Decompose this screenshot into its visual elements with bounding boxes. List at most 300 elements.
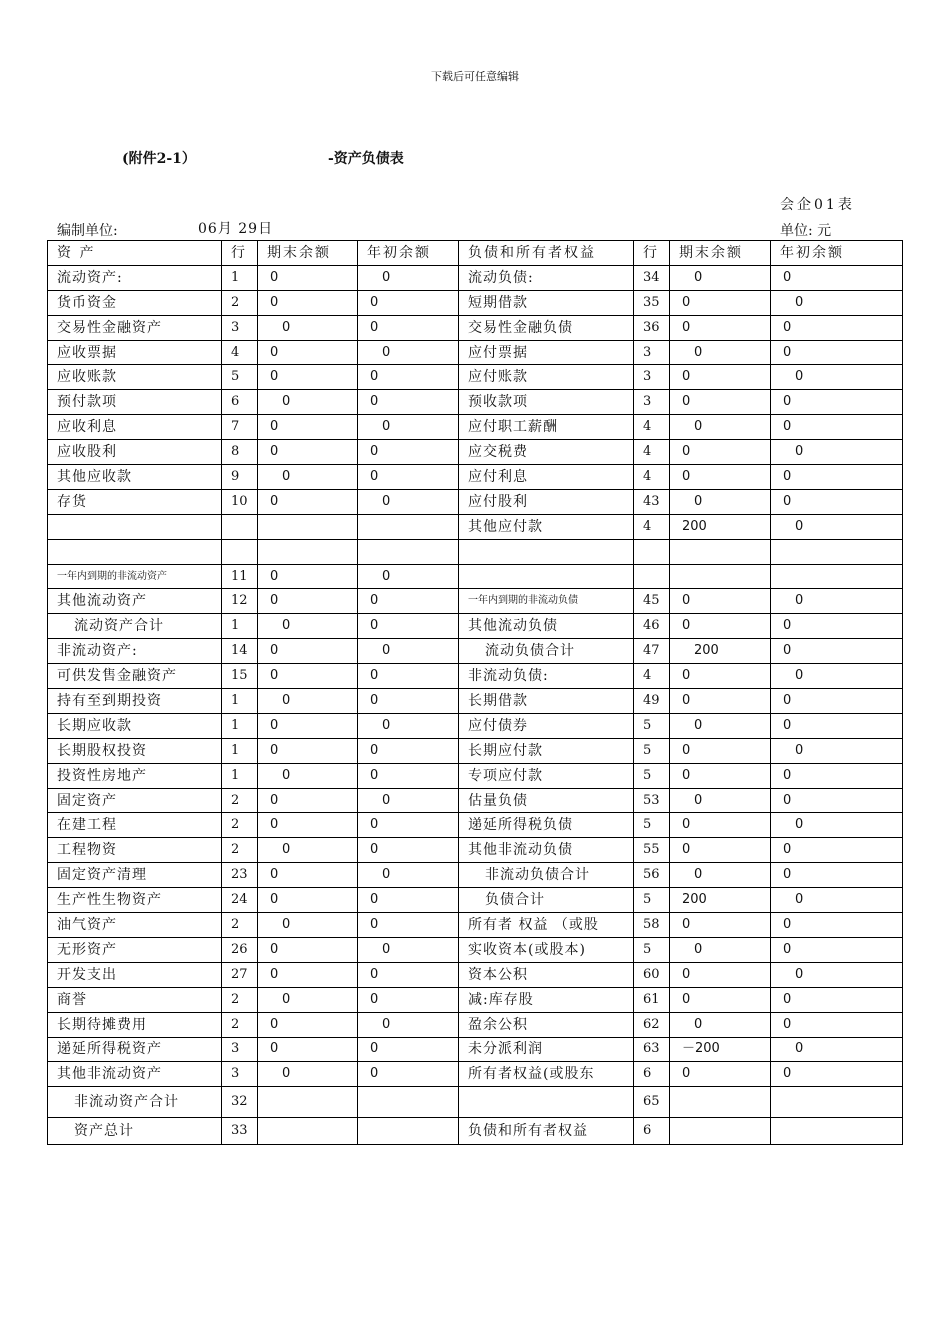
balance-sheet-table <box>47 240 903 1145</box>
asset-opening-balance: 0 <box>358 863 459 888</box>
liability-line: 63 <box>634 1037 670 1062</box>
asset-opening-balance: 0 <box>358 913 459 938</box>
form-number: 会企01表 <box>780 197 855 213</box>
liability-name: 所有者 权益 （或股 <box>459 913 634 938</box>
liability-line: 65 <box>634 1087 670 1118</box>
liability-ending-balance: 0 <box>670 440 771 465</box>
asset-line: 2 <box>222 913 258 938</box>
asset-opening-balance: 0 <box>358 440 459 465</box>
liability-name: 应交税费 <box>459 440 634 465</box>
liability-ending-balance: 0 <box>670 589 771 614</box>
liability-opening-balance: 0 <box>771 1012 903 1037</box>
asset-line <box>222 514 258 539</box>
asset-opening-balance: 0 <box>358 589 459 614</box>
liability-ending-balance: 0 <box>670 1062 771 1087</box>
liability-name: 短期借款 <box>459 290 634 315</box>
liability-ending-balance: －200 <box>670 1037 771 1062</box>
asset-line: 3 <box>222 1062 258 1087</box>
asset-name: 货币资金 <box>48 290 222 315</box>
liability-line: 36 <box>634 315 670 340</box>
asset-opening-balance: 0 <box>358 763 459 788</box>
asset-name: 长期应收款 <box>48 713 222 738</box>
asset-opening-balance: 0 <box>358 415 459 440</box>
asset-line: 5 <box>222 365 258 390</box>
liability-ending-balance: 0 <box>670 465 771 490</box>
liability-name: 其他流动负债 <box>459 614 634 639</box>
asset-ending-balance: 0 <box>258 788 358 813</box>
asset-ending-balance: 0 <box>258 664 358 689</box>
table-row <box>48 1012 903 1037</box>
asset-ending-balance: 0 <box>258 415 358 440</box>
asset-opening-balance <box>358 539 459 564</box>
asset-name: 长期股权投资 <box>48 738 222 763</box>
column-header: 资 产 <box>48 241 222 266</box>
asset-ending-balance: 0 <box>258 738 358 763</box>
liability-ending-balance: 0 <box>670 290 771 315</box>
table-header-row <box>48 241 903 266</box>
asset-line: 1 <box>222 738 258 763</box>
asset-line: 2 <box>222 1012 258 1037</box>
asset-name: 交易性金融资产 <box>48 315 222 340</box>
liability-opening-balance: 0 <box>771 265 903 290</box>
table-row <box>48 1062 903 1087</box>
liability-ending-balance: 0 <box>670 390 771 415</box>
asset-opening-balance: 0 <box>358 937 459 962</box>
table-row <box>48 290 903 315</box>
liability-ending-balance: 0 <box>670 689 771 714</box>
asset-name: 应收利息 <box>48 415 222 440</box>
asset-opening-balance: 0 <box>358 465 459 490</box>
liability-name: 应付职工薪酬 <box>459 415 634 440</box>
asset-name: 持有至到期投资 <box>48 689 222 714</box>
report-date: 06月 29日 <box>198 221 274 237</box>
asset-name: 非流动资产合计 <box>48 1087 222 1118</box>
liability-line: 43 <box>634 489 670 514</box>
asset-ending-balance: 0 <box>258 763 358 788</box>
liability-line: 45 <box>634 589 670 614</box>
liability-opening-balance: 0 <box>771 1037 903 1062</box>
table-row <box>48 987 903 1012</box>
liability-line: 46 <box>634 614 670 639</box>
liability-opening-balance: 0 <box>771 390 903 415</box>
liability-opening-balance: 0 <box>771 1062 903 1087</box>
asset-name <box>48 514 222 539</box>
asset-ending-balance: 0 <box>258 614 358 639</box>
asset-ending-balance: 0 <box>258 365 358 390</box>
asset-name: 可供发售金融资产 <box>48 664 222 689</box>
asset-name: 固定资产 <box>48 788 222 813</box>
asset-opening-balance: 0 <box>358 564 459 589</box>
table-row <box>48 1118 903 1145</box>
liability-ending-balance: 0 <box>670 713 771 738</box>
asset-name: 生产性生物资产 <box>48 888 222 913</box>
header-note: 下载后可任意编辑 <box>431 70 519 83</box>
asset-line: 26 <box>222 937 258 962</box>
liability-opening-balance: 0 <box>771 290 903 315</box>
asset-line: 3 <box>222 315 258 340</box>
asset-opening-balance: 0 <box>358 315 459 340</box>
asset-line: 27 <box>222 962 258 987</box>
table-row <box>48 838 903 863</box>
liability-line: 3 <box>634 365 670 390</box>
table-row <box>48 1087 903 1118</box>
liability-line: 5 <box>634 813 670 838</box>
liability-opening-balance: 0 <box>771 962 903 987</box>
asset-line: 2 <box>222 290 258 315</box>
table-row <box>48 888 903 913</box>
liability-opening-balance <box>771 539 903 564</box>
table-row <box>48 614 903 639</box>
asset-opening-balance: 0 <box>358 340 459 365</box>
liability-name: 负债和所有者权益 <box>459 1118 634 1145</box>
asset-ending-balance: 0 <box>258 440 358 465</box>
liability-ending-balance: 0 <box>670 489 771 514</box>
liability-ending-balance: 0 <box>670 265 771 290</box>
liability-line: 5 <box>634 738 670 763</box>
asset-opening-balance: 0 <box>358 1012 459 1037</box>
liability-name: 资本公积 <box>459 962 634 987</box>
liability-line: 35 <box>634 290 670 315</box>
asset-name: 开发支出 <box>48 962 222 987</box>
liability-name: 长期借款 <box>459 689 634 714</box>
table-row <box>48 340 903 365</box>
attachment-label: (附件2-1） <box>122 151 196 167</box>
liability-line <box>634 564 670 589</box>
asset-ending-balance: 0 <box>258 962 358 987</box>
asset-ending-balance <box>258 1118 358 1145</box>
liability-name: 专项应付款 <box>459 763 634 788</box>
asset-line: 1 <box>222 265 258 290</box>
asset-ending-balance: 0 <box>258 340 358 365</box>
asset-opening-balance: 0 <box>358 962 459 987</box>
liability-name: 估量负债 <box>459 788 634 813</box>
asset-name <box>48 539 222 564</box>
asset-line: 1 <box>222 713 258 738</box>
liability-ending-balance: 0 <box>670 315 771 340</box>
liability-opening-balance: 0 <box>771 738 903 763</box>
asset-line: 2 <box>222 838 258 863</box>
column-header: 期末余额 <box>670 241 771 266</box>
liability-line: 55 <box>634 838 670 863</box>
liability-opening-balance: 0 <box>771 415 903 440</box>
liability-opening-balance: 0 <box>771 589 903 614</box>
table-row <box>48 564 903 589</box>
liability-opening-balance: 0 <box>771 888 903 913</box>
liability-opening-balance: 0 <box>771 489 903 514</box>
asset-opening-balance: 0 <box>358 390 459 415</box>
liability-opening-balance <box>771 564 903 589</box>
asset-name: 非流动资产: <box>48 639 222 664</box>
liability-line: 56 <box>634 863 670 888</box>
asset-line: 14 <box>222 639 258 664</box>
liability-line: 53 <box>634 788 670 813</box>
table-row <box>48 514 903 539</box>
liability-name: 应付利息 <box>459 465 634 490</box>
table-row <box>48 365 903 390</box>
table-row <box>48 465 903 490</box>
asset-opening-balance: 0 <box>358 265 459 290</box>
liability-opening-balance: 0 <box>771 863 903 888</box>
liability-name: 所有者权益(或股东 <box>459 1062 634 1087</box>
liability-ending-balance: 0 <box>670 838 771 863</box>
liability-ending-balance: 0 <box>670 614 771 639</box>
liability-name: 流动负债合计 <box>459 639 634 664</box>
liability-name: 未分派利润 <box>459 1037 634 1062</box>
asset-opening-balance: 0 <box>358 888 459 913</box>
table-row <box>48 689 903 714</box>
liability-opening-balance: 0 <box>771 365 903 390</box>
asset-line: 1 <box>222 763 258 788</box>
liability-line: 4 <box>634 415 670 440</box>
asset-name: 油气资产 <box>48 913 222 938</box>
asset-opening-balance: 0 <box>358 290 459 315</box>
asset-opening-balance <box>358 1118 459 1145</box>
liability-line: 47 <box>634 639 670 664</box>
liability-line <box>634 539 670 564</box>
liability-line: 4 <box>634 440 670 465</box>
liability-line: 62 <box>634 1012 670 1037</box>
asset-opening-balance: 0 <box>358 614 459 639</box>
liability-name: 递延所得税负债 <box>459 813 634 838</box>
asset-opening-balance: 0 <box>358 713 459 738</box>
liability-opening-balance: 0 <box>771 913 903 938</box>
asset-ending-balance: 0 <box>258 987 358 1012</box>
asset-opening-balance: 0 <box>358 664 459 689</box>
asset-ending-balance: 0 <box>258 689 358 714</box>
asset-line: 10 <box>222 489 258 514</box>
liability-opening-balance: 0 <box>771 465 903 490</box>
liability-ending-balance: 0 <box>670 937 771 962</box>
column-header: 负债和所有者权益 <box>459 241 634 266</box>
liability-ending-balance: 200 <box>670 888 771 913</box>
asset-opening-balance: 0 <box>358 1037 459 1062</box>
asset-opening-balance: 0 <box>358 365 459 390</box>
asset-name: 一年内到期的非流动资产 <box>48 564 222 589</box>
asset-ending-balance: 0 <box>258 589 358 614</box>
table-row <box>48 589 903 614</box>
liability-name <box>459 539 634 564</box>
page-title: -资产负债表 <box>328 151 404 167</box>
liability-ending-balance: 0 <box>670 962 771 987</box>
liability-line: 4 <box>634 514 670 539</box>
asset-ending-balance: 0 <box>258 639 358 664</box>
table-row <box>48 913 903 938</box>
asset-name: 其他应收款 <box>48 465 222 490</box>
liability-name: 减:库存股 <box>459 987 634 1012</box>
column-header: 行 <box>634 241 670 266</box>
compiler-label: 编制单位: <box>57 223 118 239</box>
asset-name: 应收股利 <box>48 440 222 465</box>
asset-opening-balance: 0 <box>358 987 459 1012</box>
liability-opening-balance: 0 <box>771 639 903 664</box>
asset-name: 长期待摊费用 <box>48 1012 222 1037</box>
liability-ending-balance: 0 <box>670 813 771 838</box>
liability-ending-balance <box>670 564 771 589</box>
table-row <box>48 937 903 962</box>
liability-line: 6 <box>634 1062 670 1087</box>
asset-name: 递延所得税资产 <box>48 1037 222 1062</box>
asset-name: 预付款项 <box>48 390 222 415</box>
liability-opening-balance: 0 <box>771 987 903 1012</box>
asset-line: 2 <box>222 788 258 813</box>
asset-name: 资产总计 <box>48 1118 222 1145</box>
liability-ending-balance: 200 <box>670 514 771 539</box>
liability-line: 5 <box>634 888 670 913</box>
asset-opening-balance: 0 <box>358 689 459 714</box>
asset-ending-balance: 0 <box>258 315 358 340</box>
table-row <box>48 440 903 465</box>
liability-name: 应付账款 <box>459 365 634 390</box>
liability-line: 5 <box>634 937 670 962</box>
liability-ending-balance: 0 <box>670 763 771 788</box>
asset-ending-balance: 0 <box>258 1037 358 1062</box>
column-header: 年初余额 <box>771 241 903 266</box>
liability-ending-balance <box>670 1118 771 1145</box>
asset-opening-balance: 0 <box>358 738 459 763</box>
asset-line: 2 <box>222 987 258 1012</box>
liability-name: 交易性金融负债 <box>459 315 634 340</box>
liability-name: 流动负债: <box>459 265 634 290</box>
liability-line: 5 <box>634 763 670 788</box>
asset-line: 33 <box>222 1118 258 1145</box>
asset-name: 应收票据 <box>48 340 222 365</box>
asset-name: 投资性房地产 <box>48 763 222 788</box>
liability-name: 非流动负债: <box>459 664 634 689</box>
asset-ending-balance: 0 <box>258 564 358 589</box>
asset-ending-balance <box>258 514 358 539</box>
liability-name: 负债合计 <box>459 888 634 913</box>
table-row <box>48 738 903 763</box>
liability-opening-balance: 0 <box>771 614 903 639</box>
liability-opening-balance: 0 <box>771 315 903 340</box>
asset-name: 工程物资 <box>48 838 222 863</box>
liability-opening-balance: 0 <box>771 937 903 962</box>
asset-ending-balance: 0 <box>258 489 358 514</box>
asset-line: 24 <box>222 888 258 913</box>
asset-name: 无形资产 <box>48 937 222 962</box>
liability-line: 6 <box>634 1118 670 1145</box>
column-header: 行 <box>222 241 258 266</box>
liability-name: 实收资本(或股本) <box>459 937 634 962</box>
liability-ending-balance: 0 <box>670 913 771 938</box>
liability-ending-balance: 0 <box>670 738 771 763</box>
liability-opening-balance: 0 <box>771 813 903 838</box>
liability-name: 一年内到期的非流动负债 <box>459 589 634 614</box>
table-row <box>48 1037 903 1062</box>
liability-line: 61 <box>634 987 670 1012</box>
asset-ending-balance: 0 <box>258 813 358 838</box>
table-row <box>48 489 903 514</box>
table-row <box>48 415 903 440</box>
liability-line: 4 <box>634 465 670 490</box>
asset-line <box>222 539 258 564</box>
liability-name: 预收款项 <box>459 390 634 415</box>
asset-line: 7 <box>222 415 258 440</box>
liability-opening-balance: 0 <box>771 713 903 738</box>
liability-ending-balance: 200 <box>670 639 771 664</box>
liability-ending-balance: 0 <box>670 1012 771 1037</box>
table-row <box>48 265 903 290</box>
table-row <box>48 713 903 738</box>
liability-name: 其他非流动负债 <box>459 838 634 863</box>
liability-line: 34 <box>634 265 670 290</box>
table-row <box>48 639 903 664</box>
asset-ending-balance: 0 <box>258 913 358 938</box>
asset-name: 流动资产合计 <box>48 614 222 639</box>
asset-line: 4 <box>222 340 258 365</box>
liability-name: 应付股利 <box>459 489 634 514</box>
table-row <box>48 788 903 813</box>
asset-ending-balance: 0 <box>258 390 358 415</box>
asset-name: 其他流动资产 <box>48 589 222 614</box>
liability-name: 应付票据 <box>459 340 634 365</box>
asset-line: 1 <box>222 614 258 639</box>
liability-ending-balance: 0 <box>670 340 771 365</box>
table-row <box>48 763 903 788</box>
asset-ending-balance: 0 <box>258 713 358 738</box>
liability-line: 60 <box>634 962 670 987</box>
liability-name <box>459 1087 634 1118</box>
table-row <box>48 315 903 340</box>
asset-ending-balance: 0 <box>258 465 358 490</box>
liability-opening-balance: 0 <box>771 689 903 714</box>
table-row <box>48 813 903 838</box>
asset-ending-balance: 0 <box>258 937 358 962</box>
currency-unit: 单位: 元 <box>780 223 832 239</box>
asset-ending-balance <box>258 539 358 564</box>
asset-name: 存货 <box>48 489 222 514</box>
asset-opening-balance: 0 <box>358 838 459 863</box>
asset-opening-balance <box>358 1087 459 1118</box>
asset-opening-balance: 0 <box>358 639 459 664</box>
liability-line: 3 <box>634 390 670 415</box>
asset-name: 其他非流动资产 <box>48 1062 222 1087</box>
liability-ending-balance: 0 <box>670 863 771 888</box>
liability-opening-balance: 0 <box>771 664 903 689</box>
liability-opening-balance: 0 <box>771 340 903 365</box>
asset-opening-balance: 0 <box>358 788 459 813</box>
liability-line: 4 <box>634 664 670 689</box>
asset-line: 11 <box>222 564 258 589</box>
asset-name: 商誉 <box>48 987 222 1012</box>
asset-line: 3 <box>222 1037 258 1062</box>
asset-line: 15 <box>222 664 258 689</box>
asset-line: 1 <box>222 689 258 714</box>
asset-name: 流动资产: <box>48 265 222 290</box>
liability-opening-balance: 0 <box>771 763 903 788</box>
asset-line: 6 <box>222 390 258 415</box>
asset-line: 2 <box>222 813 258 838</box>
liability-name: 其他应付款 <box>459 514 634 539</box>
liability-opening-balance <box>771 1087 903 1118</box>
liability-opening-balance: 0 <box>771 788 903 813</box>
asset-name: 应收账款 <box>48 365 222 390</box>
liability-line: 3 <box>634 340 670 365</box>
asset-line: 9 <box>222 465 258 490</box>
asset-line: 23 <box>222 863 258 888</box>
asset-ending-balance: 0 <box>258 290 358 315</box>
table-row <box>48 664 903 689</box>
liability-ending-balance: 0 <box>670 788 771 813</box>
liability-opening-balance: 0 <box>771 838 903 863</box>
asset-opening-balance: 0 <box>358 813 459 838</box>
liability-name: 应付债券 <box>459 713 634 738</box>
asset-ending-balance: 0 <box>258 1062 358 1087</box>
liability-ending-balance <box>670 1087 771 1118</box>
liability-line: 58 <box>634 913 670 938</box>
liability-ending-balance: 0 <box>670 664 771 689</box>
liability-line: 49 <box>634 689 670 714</box>
